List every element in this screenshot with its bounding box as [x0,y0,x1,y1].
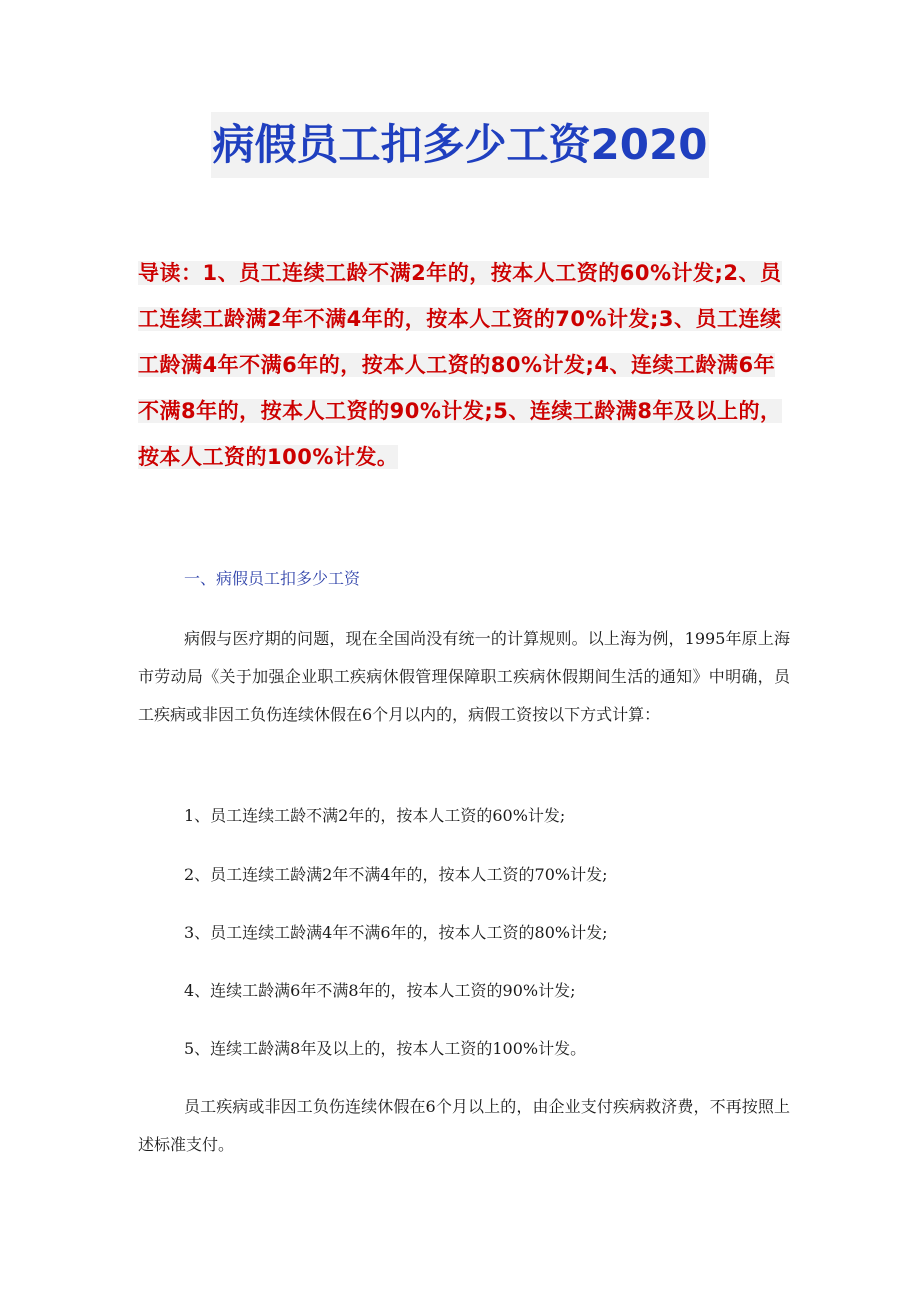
list-item: 5、连续工龄满8年及以上的，按本人工资的100%计发。 [184,1039,587,1058]
section-heading: 一、病假员工扣多少工资 [184,569,361,588]
lead-summary-text: 导读：1、员工连续工龄不满2年的，按本人工资的60%计发;2、员工连续工龄满2年不满4年的，按本人工资的70%计发;3、员工连续工龄满4年不满6年的，按本人工资的80%计发;4、连续工龄满6年不满8年的，按本人工资的90%计发;5、连续工龄满8年及以上的，按本人工资的100%计发。 [138,261,782,469]
list-item: 4、连续工龄满6年不满8年的，按本人工资的90%计发; [184,981,576,1000]
body-paragraph-1: 病假与医疗期的问题，现在全国尚没有统一的计算规则。以上海为例，1995年原上海市劳动局《关于加强企业职工疾病休假管理保障职工疾病休假期间生活的通知》中明确，员工疾病或非因工负伤连续休假在6个月以内的，病假工资按以下方式计算： [138,629,790,724]
document-title-text: 病假员工扣多少工资2020 [211,112,710,178]
list-item: 2、员工连续工龄满2年不满4年的，按本人工资的70%计发; [184,865,608,884]
list-item: 1、员工连续工龄不满2年的，按本人工资的60%计发; [184,806,566,825]
body-paragraph-2: 员工疾病或非因工负伤连续休假在6个月以上的，由企业支付疾病救济费，不再按照上述标准支付。 [138,1097,790,1154]
document-title [0,112,920,178]
list-item: 3、员工连续工龄满4年不满6年的，按本人工资的80%计发; [184,923,608,942]
lead-summary [138,250,790,480]
